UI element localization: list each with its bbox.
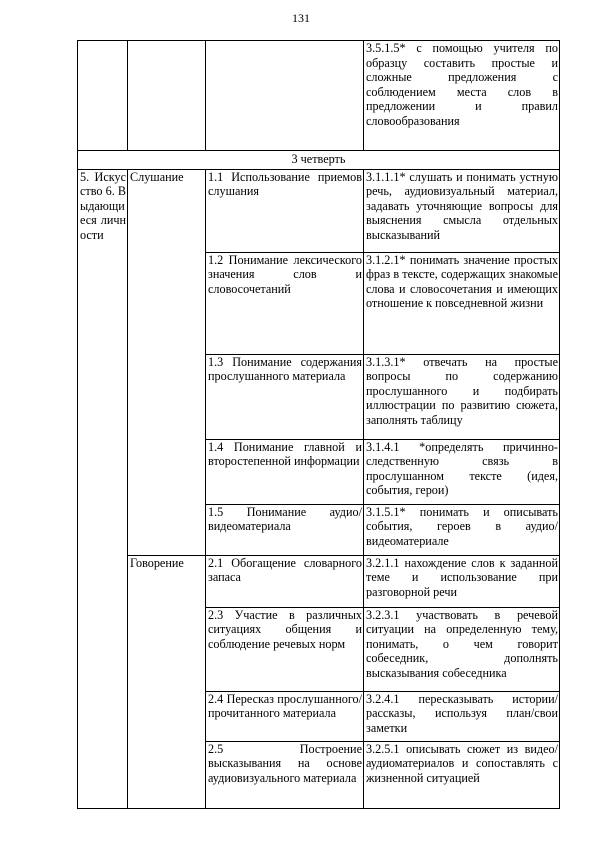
subskill-cell: 1.3 Понимание содержания прослушанного материала bbox=[206, 354, 364, 439]
quarter-row bbox=[78, 151, 560, 170]
goal-cell: 3.2.5.1 описывать сюжет из видео/ аудиоматериалов и сопоставлять с жизненной ситуацией bbox=[364, 741, 560, 808]
curriculum-table bbox=[77, 40, 560, 809]
goal-cell: 3.1.5.1* понимать и описывать события, героев в аудио/видеоматериале bbox=[364, 504, 560, 555]
skill-cell-empty bbox=[128, 41, 206, 151]
subskill-cell-empty bbox=[206, 41, 364, 151]
subskill-cell: 2.1 Обогащение словарного запаса bbox=[206, 555, 364, 607]
goal-cell: 3.2.1.1 нахождение слов к заданной теме и использование при разговорной речи bbox=[364, 555, 560, 607]
subskill-cell: 1.5 Понимание аудио/видеоматериала bbox=[206, 504, 364, 555]
subskill-cell: 2.5 Построение высказывания на основе аудиовизуального материала bbox=[206, 741, 364, 808]
page-number: 131 bbox=[292, 11, 310, 25]
goal-cell: 3.5.1.5* с помощью учителя по образцу составить простые и сложные предложения с соблюдением места слов в предложении и правил словообразования bbox=[364, 41, 560, 151]
quarter-heading: 3 четверть bbox=[78, 151, 560, 170]
subskill-cell: 1.2 Понимание лексического значения слов и словосочетаний bbox=[206, 252, 364, 354]
subskill-cell: 2.4 Пересказ прослушанного/прочитанного материала bbox=[206, 691, 364, 741]
section-cell: 5. Искусство 6. Выдающиеся личности bbox=[78, 169, 128, 808]
subskill-cell: 2.3 Участие в различных ситуациях общения и соблюдение речевых норм bbox=[206, 607, 364, 691]
table-row bbox=[78, 41, 560, 151]
section-cell-empty bbox=[78, 41, 128, 151]
goal-cell: 3.1.1.1* слушать и понимать устную речь, аудиовизуальный материал, задавать уточняющие вопросы для выяснения смысла отдельных высказываний bbox=[364, 169, 560, 252]
skill-cell: Говорение bbox=[128, 555, 206, 808]
goal-cell: 3.1.2.1* понимать значение простых фраз в тексте, содержащих знакомые слова и словосочетания и имеющих отношение к повседневной жизни bbox=[364, 252, 560, 354]
subskill-cell: 1.1 Использование приемов слушания bbox=[206, 169, 364, 252]
goal-cell: 3.2.3.1 участвовать в речевой ситуации на определенную тему, понимать, о чем говорит собеседник, дополнять высказывания собеседника bbox=[364, 607, 560, 691]
subskill-cell: 1.4 Понимание главной и второстепенной информации bbox=[206, 439, 364, 504]
table-row bbox=[78, 555, 560, 607]
goal-cell: 3.2.4.1 пересказывать истории/рассказы, используя план/свои заметки bbox=[364, 691, 560, 741]
skill-cell: Слушание bbox=[128, 169, 206, 555]
goal-cell: 3.1.4.1 *определять причинно-следственную связь в прослушанном тексте (идея, события, герои) bbox=[364, 439, 560, 504]
table-row bbox=[78, 169, 560, 252]
goal-cell: 3.1.3.1* отвечать на простые вопросы по содержанию прослушанного и подбирать иллюстрации по развитию сюжета, заполнять таблицу bbox=[364, 354, 560, 439]
